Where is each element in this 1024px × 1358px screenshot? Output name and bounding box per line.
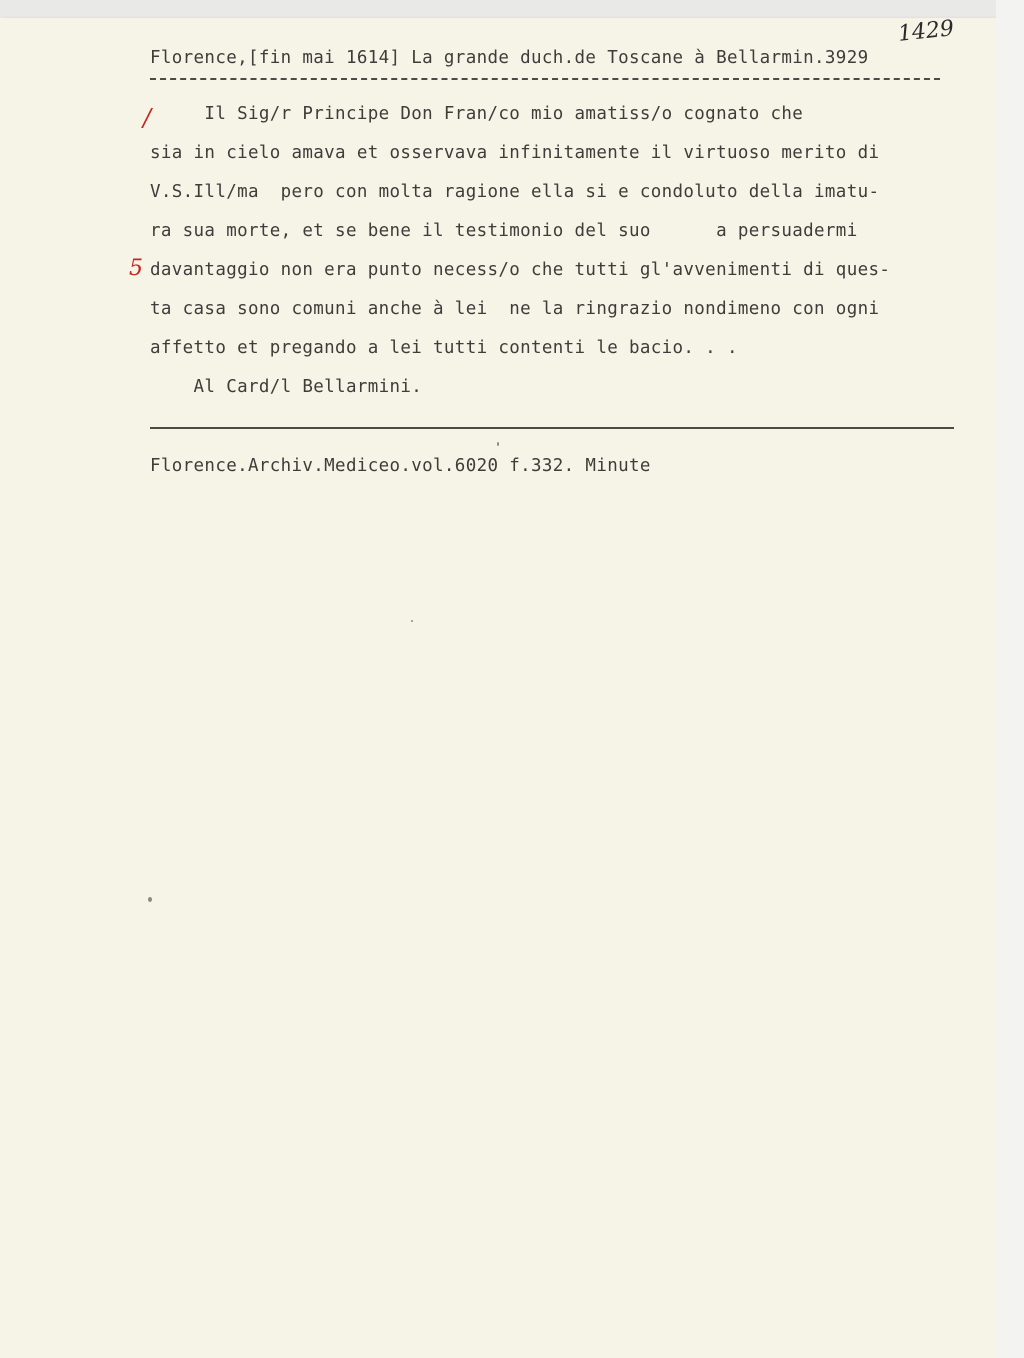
typescript-page xyxy=(0,18,998,1358)
letter-line-1: Il Sig/r Principe Don Fran/co mio amatiss/o cognato che xyxy=(150,104,804,124)
paper-speck xyxy=(148,897,152,902)
document-header: Florence,[fin mai 1614] La grande duch.de Toscane à Bellarmin.3929 xyxy=(150,48,869,68)
header-dashed-divider xyxy=(150,78,940,80)
letter-line-3: V.S.Ill/ma pero con molta ragione ella si e condoluto della imatu- xyxy=(150,182,880,202)
folio-number: 1429 xyxy=(896,16,956,47)
margin-slash-mark: / xyxy=(143,104,152,132)
letter-line-4: ra sua morte, et se bene il testimonio del suo a persuadermi xyxy=(150,221,858,241)
archival-source-reference: Florence.Archiv.Mediceo.vol.6020 f.332. Minute xyxy=(150,456,651,476)
letter-closing-address: Al Card/l Bellarmini. xyxy=(150,377,423,397)
source-divider-rule xyxy=(150,427,954,429)
letter-line-2: sia in cielo amava et osservava infinitamente il virtuoso merito di xyxy=(150,143,880,163)
paper-speck xyxy=(411,620,413,622)
letter-line-6: ta casa sono comuni anche à lei ne la ringrazio nondimeno con ogni xyxy=(150,299,880,319)
paper-speck xyxy=(497,442,499,446)
letter-line-7: affetto et pregando a lei tutti contenti le bacio. . . xyxy=(150,338,738,358)
letter-line-5: davantaggio non era punto necess/o che tutti gl'avvenimenti di ques- xyxy=(150,260,891,280)
scan-edge xyxy=(996,0,1024,1358)
margin-line-number: 5 xyxy=(129,256,143,281)
